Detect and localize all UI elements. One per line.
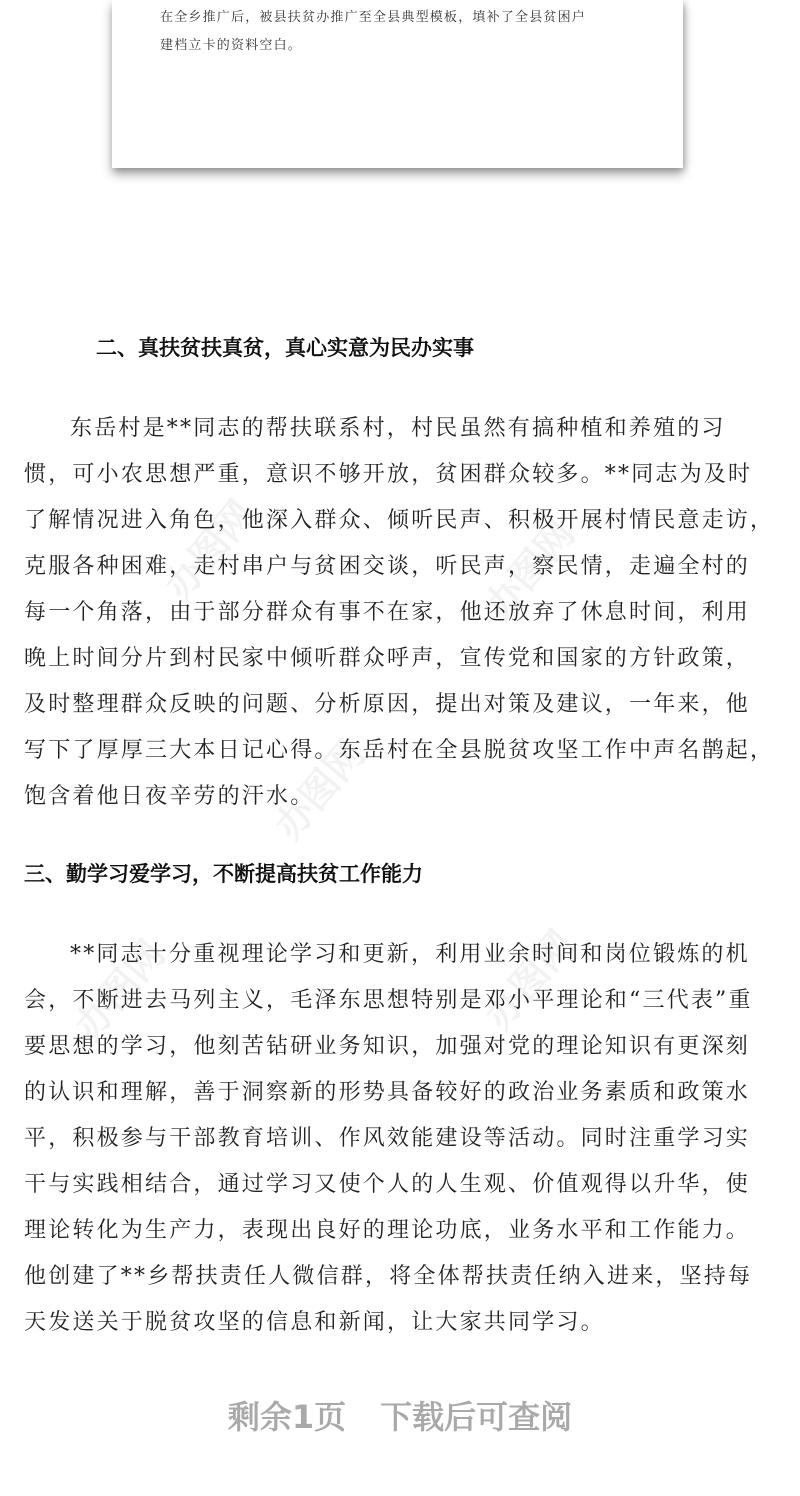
card-text-line: 在全乡推广后，被县扶贫办推广至全县典型模板，填补了全县贫困户	[160, 10, 587, 25]
paragraph-line: 的认识和理解，善于洞察新的形势具备较好的政治业务素质和政策水	[24, 1080, 751, 1105]
card-text-line: 建档立卡的资料空白。	[160, 38, 303, 53]
paragraph-line: 会，不断进去马列主义，毛泽东思想特别是邓小平理论和“三代表”重	[24, 988, 753, 1013]
paragraph-line: 写下了厚厚三大本日记心得。东岳村在全县脱贫攻坚工作中声名鹊起，	[24, 738, 775, 763]
paragraph-line: 理论转化为生产力，表现出良好的理论功底，业务水平和工作能力。	[24, 1218, 751, 1243]
paragraph-line: 他创建了**乡帮扶责任人微信群，将全体帮扶责任纳入进来，坚持每	[24, 1264, 753, 1289]
watermark: 办图网	[66, 931, 174, 1048]
paragraph-line: 克服各种困难，走村串户与贫困交谈，听民声，察民情，走遍全村的	[24, 554, 751, 579]
section-heading-2: 二、真扶贫扶真贫，真心实意为民办实事	[96, 336, 474, 360]
paragraph-line: 天发送关于脱贫攻坚的信息和新闻，让大家共同学习。	[24, 1310, 605, 1335]
watermark: 办图网	[266, 731, 374, 848]
download-to-view-label: 下载后可查阅	[380, 1398, 573, 1436]
section-3-paragraph	[24, 932, 784, 1346]
paragraph-line: 及时整理群众反映的问题、分析原因，提出对策及建议，一年来，他	[24, 692, 751, 717]
watermark: 办图网	[476, 921, 584, 1038]
paragraph-line: **同志十分重视理论学习和更新，利用业余时间和岗位锻炼的机	[70, 942, 750, 967]
paragraph-line: 惯，可小农思想严重，意识不够开放，贫困群众较多。**同志为及时	[24, 462, 753, 487]
paragraph-line: 了解情况进入角色，他深入群众、倾听民声、积极开展村情民意走访，	[24, 508, 775, 533]
paragraph-line: 要思想的学习，他刻苦钻研业务知识，加强对党的理论知识有更深刻	[24, 1034, 751, 1059]
paragraph-line: 每一个角落，由于部分群众有事不在家，他还放弃了休息时间，利用	[24, 600, 751, 625]
watermark: 办图网	[156, 491, 264, 608]
paragraph-line: 饱含着他日夜辛劳的汗水。	[24, 784, 315, 809]
paragraph-line: 干与实践相结合，通过学习又使个人的人生观、价值观得以升华，使	[24, 1172, 751, 1197]
paragraph-line: 晚上时间分片到村民家中倾听群众呼声，宣传党和国家的方针政策，	[24, 646, 751, 671]
watermark: 办图网	[476, 511, 584, 628]
paragraph-line: 东岳村是**同志的帮扶联系村，村民虽然有搞种植和养殖的习	[70, 416, 726, 441]
remaining-pages-label: 剩余1页	[227, 1398, 347, 1436]
paragraph-line: 平，积极参与干部教育培训、作风效能建设等活动。同时注重学习实	[24, 1126, 751, 1151]
section-heading-3: 三、勤学习爱学习，不断提高扶贫工作能力	[24, 862, 423, 886]
section-2-paragraph	[24, 406, 784, 820]
download-prompt[interactable]	[0, 1392, 800, 1438]
document-preview-card	[112, 0, 683, 168]
